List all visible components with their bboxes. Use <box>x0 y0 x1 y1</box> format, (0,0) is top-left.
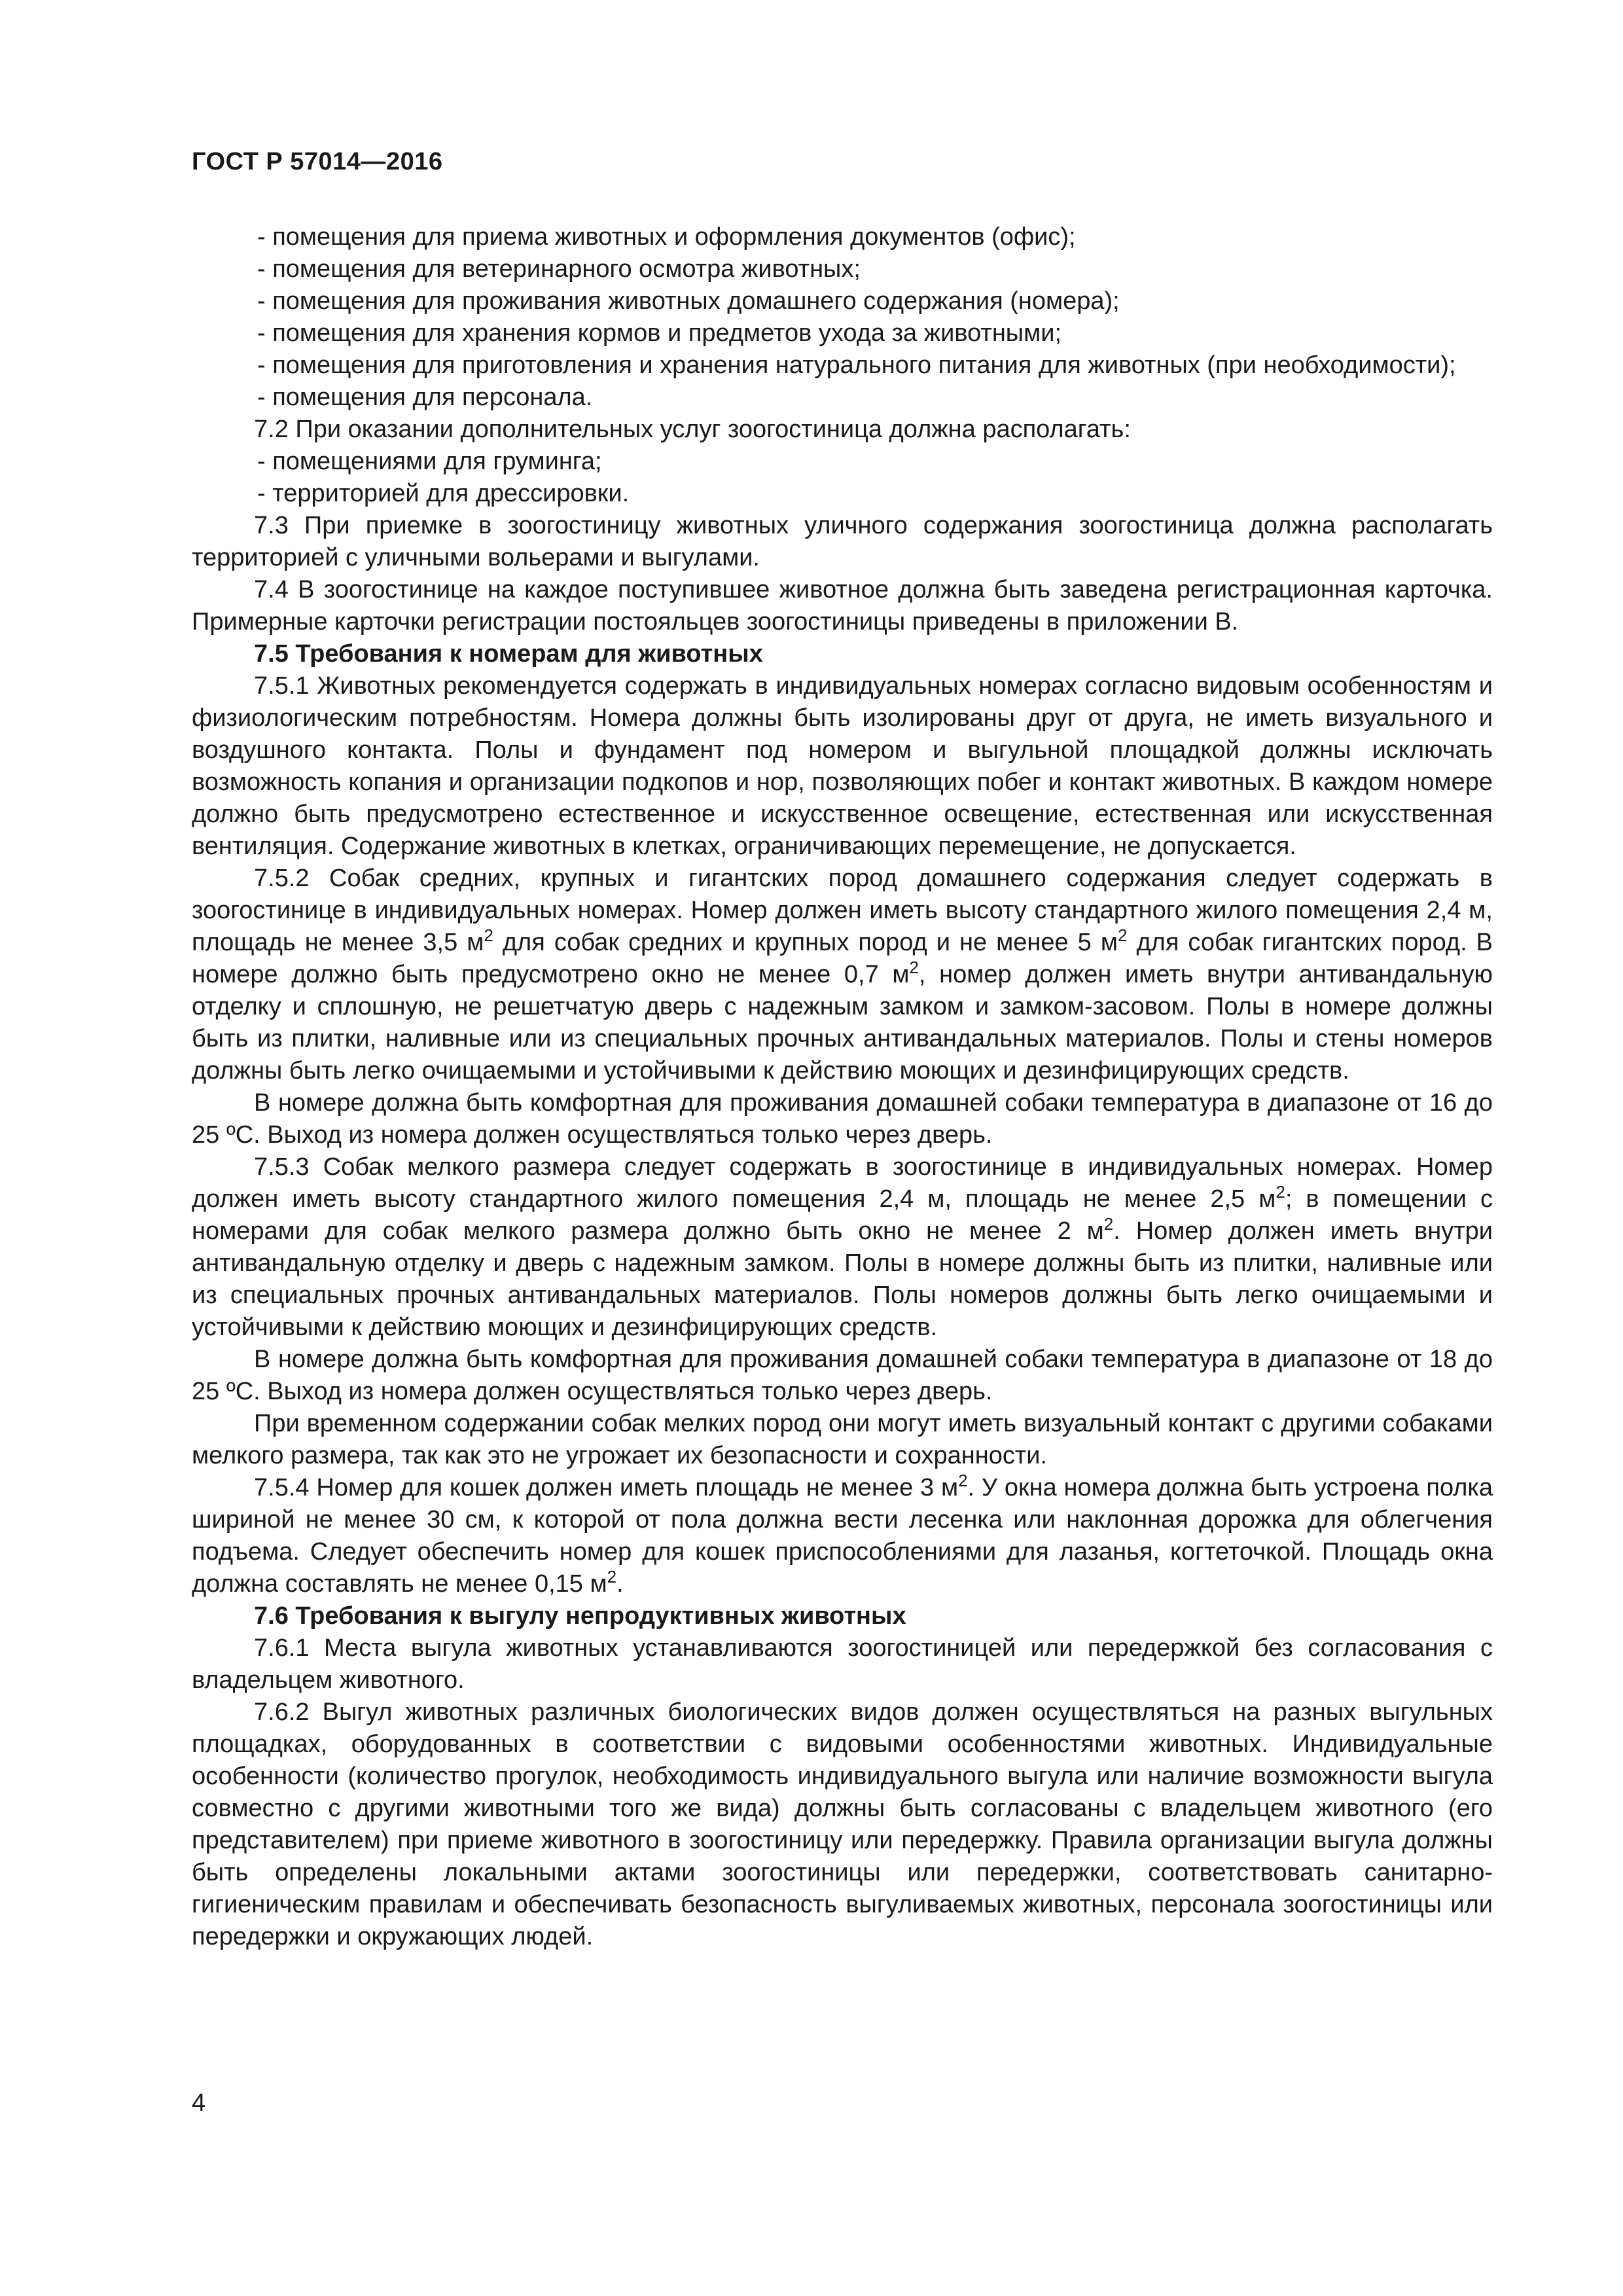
section-heading-7-6: 7.6 Требования к выгулу непродуктивных животных <box>254 1602 906 1630</box>
paragraph-7-5-2: 7.5.2 Собак средних, крупных и гигантских пород домашнего содержания следует содержать в зоогостинице в индивидуальных номерах. Номер должен иметь высоту стандартного жилого помещения 2,4 м, площадь не менее 3,5 $м^2$ для собак средних и крупных пород и не менее 5 $м^2$ для собак гигантских пород. В номере должно быть предусмотрено окно не менее 0,7 $м^2$, номер должен иметь внутри антивандальную отделку и сплошную, не решетчатую дверь с надежным замком и замком-засовом. Полы в номере должны быть из плитки, наливные или из специальных прочных антивандальных материалов. Полы и стены номеров должны быть легко очищаемыми и устойчивыми к действию моющих и дезинфицирующих средств. <box>192 865 1493 1085</box>
list-item: - помещения для персонала. <box>257 384 593 411</box>
paragraph-7-5-3-temperature: В номере должна быть комфортная для проживания домашней собаки температура в диапазоне от 18 до 25 ºС. Выход из номера должен осуществляться только через дверь. <box>192 1346 1493 1405</box>
paragraph-7-5-2-temperature: В номере должна быть комфортная для проживания домашней собаки температура в диапазоне от 16 до 25 ºС. Выход из номера должен осуществляться только через дверь. <box>192 1089 1493 1149</box>
superscript: 2 <box>1117 925 1128 945</box>
paragraph-7-5-4: 7.5.4 Номер для кошек должен иметь площадь не менее 3 $м^2$. У окна номера должна быть устроена полка шириной не менее 30 см, к которой от пола должна вести лесенка или наклонная дорожка для облегчения подъема. Следует обеспечить номер для кошек приспособлениями для лазанья, когтеточкой. Площадь окна должна составлять не менее 0,15 $м^2$. <box>192 1471 1493 1598</box>
superscript: 2 <box>1275 1182 1285 1202</box>
superscript: 2 <box>1103 1214 1114 1234</box>
list-item: - помещениями для груминга; <box>257 448 602 475</box>
paragraph-7-6-2: 7.6.2 Выгул животных различных биологических видов должен осуществляться на разных выгульных площадках, оборудованных в соответствии с видовыми особенностями животных. Индивидуальные особенности (количество прогулок, необходимость индивидуального выгула или наличие возможности выгула совместно с другими животными того же вида) должны быть согласованы с владельцем животного (его представителем) при приеме животного в зоогостиницу или передержку. Правила организации выгула должны быть определены локальными актами зоогостиницы или передержки, соответствовать санитарно-гигиеническим правилам и обеспечивать безопасность выгуливаемых животных, персонала зоогостиницы или передержки и окружающих людей. <box>192 1698 1493 1950</box>
list-item: - помещения для хранения кормов и предметов ухода за животными; <box>257 319 1062 347</box>
list-item: - помещения для ветеринарного осмотра животных; <box>257 255 861 283</box>
list-item: - помещения для приема животных и оформления документов (офис); <box>257 223 1076 251</box>
paragraph-7-5-3: 7.5.3 Собак мелкого размера следует содержать в зоогостинице в индивидуальных номерах. Номер должен иметь высоту стандартного жилого помещения 2,4 м, площадь не менее 2,5 $м^2$; в помещении с номерами для собак мелкого размера должно быть окно не менее 2 $м^2$. Номер должен иметь внутри антивандальную отделку и дверь с надежным замком. Полы в номере должны быть из плитки, наливные или из специальных прочных антивандальных материалов. Полы номеров должны быть легко очищаемыми и устойчивыми к действию моющих и дезинфицирующих средств. <box>192 1153 1493 1341</box>
paragraph-7-6-1: 7.6.1 Места выгула животных устанавливаются зоогостиницей или передержкой без согласования с владельцем животного. <box>192 1634 1493 1694</box>
page-number: 4 <box>192 2089 206 2117</box>
paragraph-7-2: 7.2 При оказании дополнительных услуг зоогостиница должна располагать: <box>254 416 1131 443</box>
superscript: 2 <box>484 925 493 945</box>
paragraph-7-4: 7.4 В зоогостинице на каждое поступившее животное должна быть заведена регистрационная карточка. Примерные карточки регистрации постояльцев зоогостиницы приведены в приложении В. <box>192 576 1493 636</box>
document-code-header: ГОСТ Р 57014—2016 <box>192 148 443 175</box>
paragraph-7-5-1: 7.5.1 Животных рекомендуется содержать в индивидуальных номерах согласно видовым особенностям и физиологическим потребностям. Номера должны быть изолированы друг от друга, не иметь визуального и воздушного контакта. Полы и фундамент под номером и выгульной площадкой должны исключать возможность копания и организации подкопов и нор, позволяющих побег и контакт животных. В каждом номере должно быть предусмотрено естественное и искусственное освещение, естественная или искусственная вентиляция. Содержание животных в клетках, ограничивающих перемещение, не допускается. <box>192 672 1493 860</box>
paragraph-7-3: 7.3 При приемке в зоогостиницу животных уличного содержания зоогостиница должна располагать территорией с уличными вольерами и выгулами. <box>192 512 1493 571</box>
paragraph-7-5-3-contact: При временном содержании собак мелких пород они могут иметь визуальный контакт с другими собаками мелкого размера, так как это не угрожает их безопасности и сохранности. <box>192 1410 1493 1469</box>
list-item: - помещения для приготовления и хранения натурального питания для животных (при необходимости); <box>257 351 1456 379</box>
superscript: 2 <box>607 1567 617 1587</box>
superscript: 2 <box>958 1471 968 1490</box>
superscript: 2 <box>909 958 919 977</box>
section-heading-7-5: 7.5 Требования к номерам для животных <box>254 640 763 668</box>
document-body <box>192 221 1493 1953</box>
list-item: - территорией для дрессировки. <box>257 480 630 507</box>
list-item: - помещения для проживания животных домашнего содержания (номера); <box>257 287 1120 315</box>
